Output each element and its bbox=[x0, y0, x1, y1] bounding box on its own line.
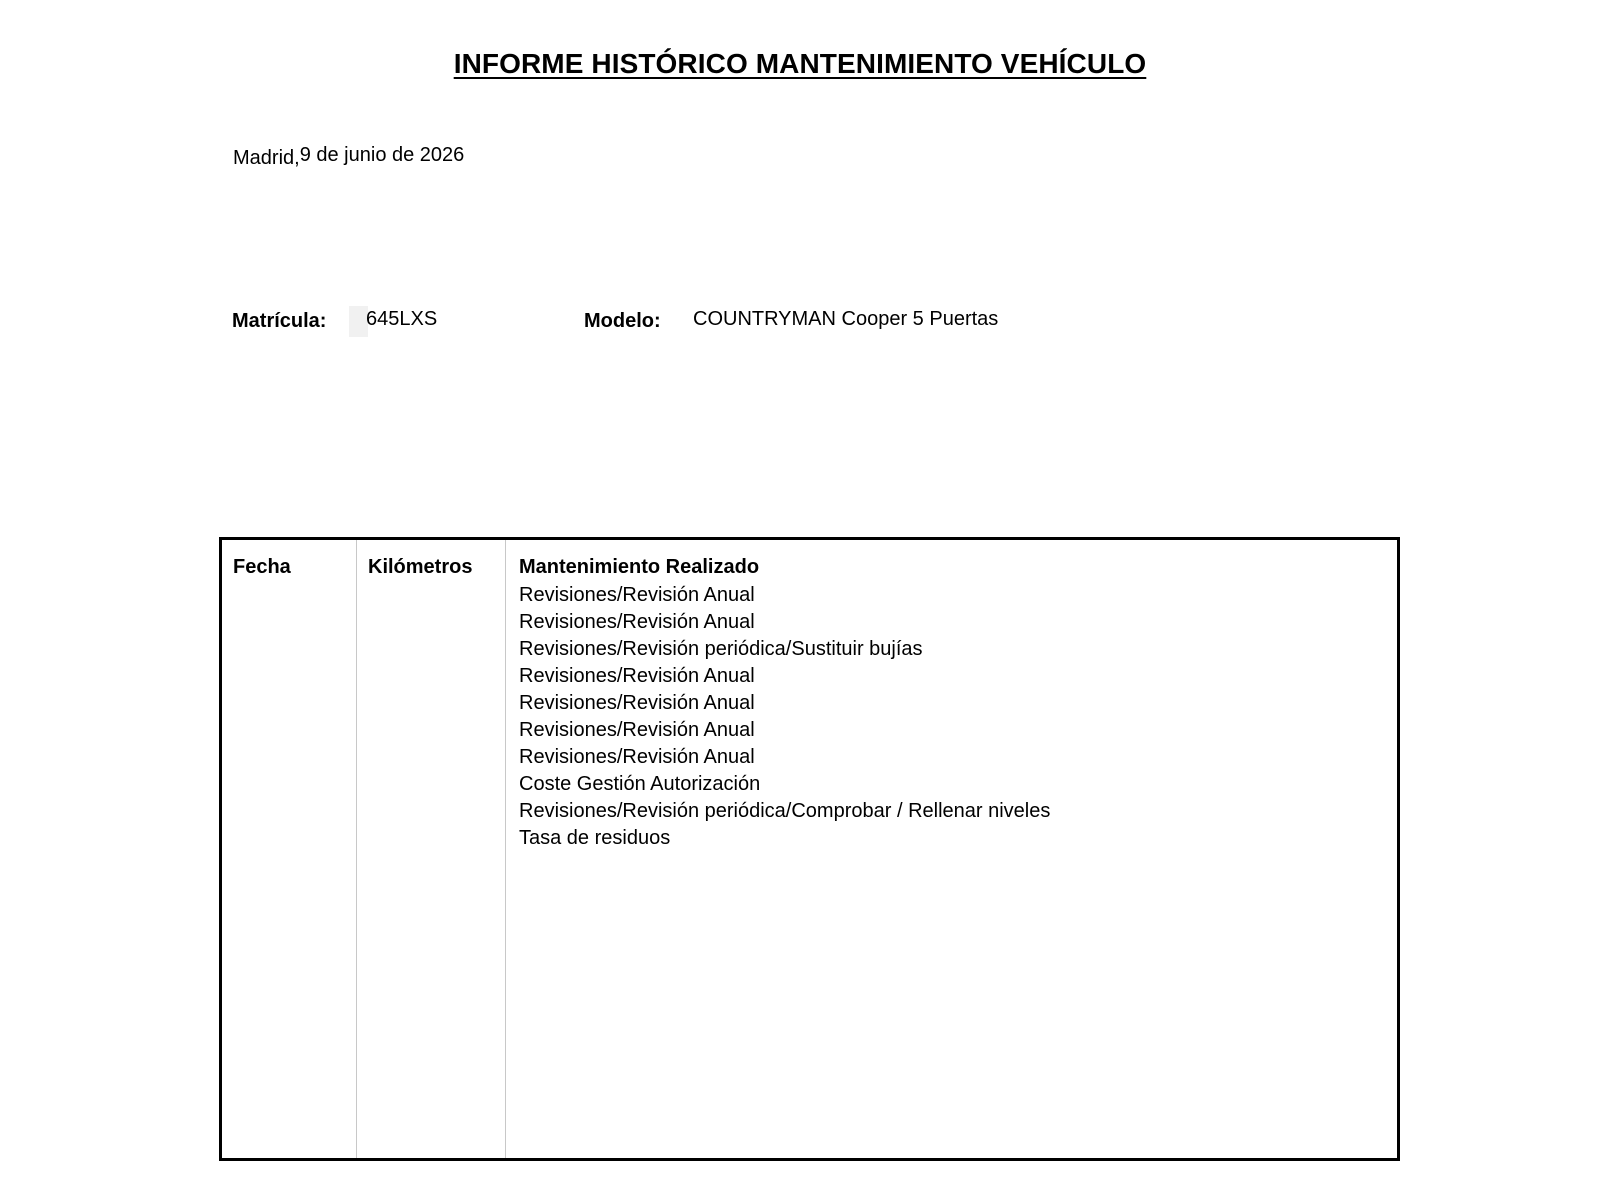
plate-label: Matrícula: bbox=[232, 310, 327, 332]
list-item: Revisiones/Revisión Anual bbox=[519, 746, 755, 768]
model-value: COUNTRYMAN Cooper 5 Puertas bbox=[693, 308, 999, 330]
place-date-line bbox=[233, 144, 464, 167]
list-item: Revisiones/Revisión periódica/Comprobar / Rellenar niveles bbox=[519, 800, 1051, 822]
list-item: Coste Gestión Autorización bbox=[519, 773, 761, 795]
list-item: Revisiones/Revisión periódica/Sustituir bujías bbox=[519, 638, 923, 660]
maintenance-list bbox=[519, 582, 1050, 852]
plate-value: 645LXS bbox=[366, 308, 438, 330]
maintenance-table bbox=[219, 537, 1400, 1161]
header-kilometros: Kilómetros bbox=[368, 556, 473, 578]
list-item: Tasa de residuos bbox=[519, 827, 671, 849]
model-label: Modelo: bbox=[584, 310, 661, 332]
header-mantenimiento: Mantenimiento Realizado bbox=[519, 556, 760, 578]
header-fecha: Fecha bbox=[233, 556, 291, 578]
column-divider bbox=[505, 540, 506, 1158]
date-text: 9 de junio de 2026 bbox=[299, 144, 465, 166]
place-text: Madrid, bbox=[233, 147, 300, 169]
list-item: Revisiones/Revisión Anual bbox=[519, 719, 755, 741]
list-item: Revisiones/Revisión Anual bbox=[519, 665, 755, 687]
list-item: Revisiones/Revisión Anual bbox=[519, 611, 755, 633]
list-item: Revisiones/Revisión Anual bbox=[519, 692, 755, 714]
list-item: Revisiones/Revisión Anual bbox=[519, 584, 755, 606]
report-title: INFORME HISTÓRICO MANTENIMIENTO VEHÍCULO bbox=[453, 48, 1147, 79]
column-divider bbox=[356, 540, 357, 1158]
